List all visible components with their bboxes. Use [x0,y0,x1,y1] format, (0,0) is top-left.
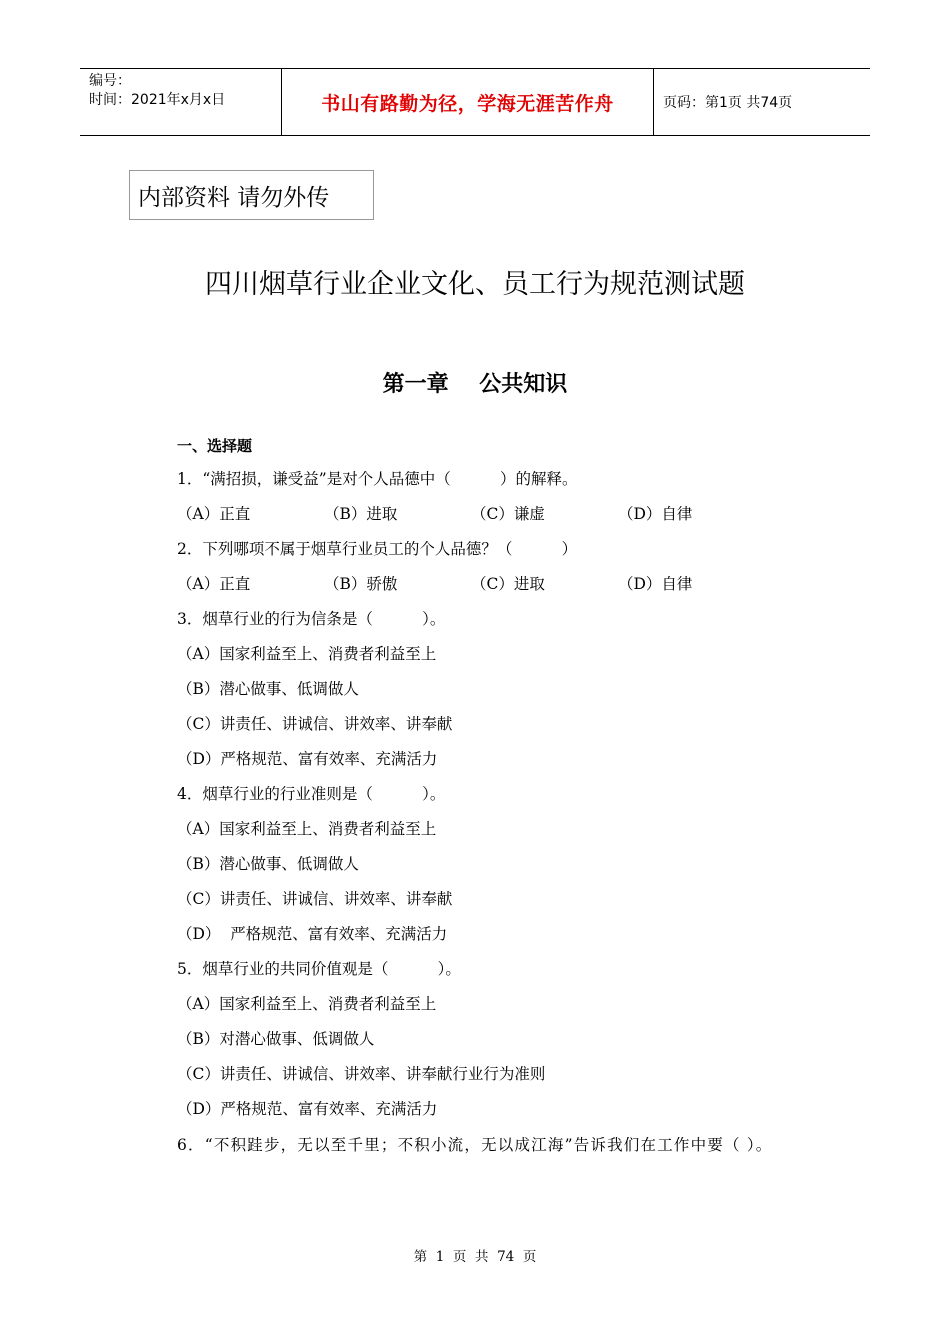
question-1: 1．“满招损，谦受益”是对个人品德中（ ）的解释。 [177,470,578,488]
question-list [177,432,817,1127]
motto: 书山有路勤为径，学海无涯苦作舟 [321,92,614,115]
option-a: （A）正直 [177,575,251,593]
option-a: （A）国家利益至上、消费者利益至上 [177,995,437,1013]
option-a: （A）国家利益至上、消费者利益至上 [177,645,437,663]
header-meta [80,69,281,135]
header-page-info [654,69,870,135]
question-5: 5．烟草行业的共同价值观是（ ）。 [177,960,461,978]
question-3: 3．烟草行业的行为信条是（ ）。 [177,610,446,628]
number-label: 编号： [89,73,131,89]
option-d: （D）严格规范、富有效率、充满活力 [177,750,438,768]
option-c: （C）讲责任、讲诚信、讲效率、讲奉献 [177,890,453,908]
question-6: 6．“不积跬步，无以至千里；不积小流，无以成江海”告诉我们在工作中要（ ）。 [177,1136,773,1154]
page-info: 页码：第1页 共74页 [663,95,793,111]
option-c: （C）讲责任、讲诚信、讲效率、讲奉献 [177,715,453,733]
option-c: （C）谦虚 [471,505,545,523]
question-2-options [177,567,817,602]
time-label: 时间：2021年x月x日 [89,92,226,108]
chapter-heading: 第一章 公共知识 [382,371,568,397]
option-a: （A）国家利益至上、消费者利益至上 [177,820,437,838]
option-b: （B）对潜心做事、低调做人 [177,1030,375,1048]
option-a: （A）正直 [177,505,251,523]
option-d: （D）自律 [618,505,693,523]
option-b: （B）潜心做事、低调做人 [177,855,359,873]
question-4: 4．烟草行业的行业准则是（ ）。 [177,785,446,803]
option-b: （B）潜心做事、低调做人 [177,680,359,698]
option-d: （D）严格规范、富有效率、充满活力 [177,1100,438,1118]
page-header [80,68,870,136]
option-d: （D）自律 [618,575,693,593]
internal-notice-box: 内部资料 请勿外传 [129,170,374,220]
section-heading: 一、选择题 [177,437,253,455]
question-1-options [177,497,817,532]
option-d: （D） 严格规范、富有效率、充满活力 [177,925,448,943]
option-b: （B）骄傲 [324,575,398,593]
option-b: （B）进取 [324,505,398,523]
document-title: 四川烟草行业企业文化、员工行为规范测试题 [205,269,745,300]
question-2: 2．下列哪项不属于烟草行业员工的个人品德？（ ） [177,540,578,558]
option-c: （C）讲责任、讲诚信、讲效率、讲奉献行业行为准则 [177,1065,546,1083]
option-c: （C）进取 [471,575,545,593]
page-footer: 第 1 页 共 74 页 [413,1249,537,1265]
header-motto-cell [281,69,654,135]
